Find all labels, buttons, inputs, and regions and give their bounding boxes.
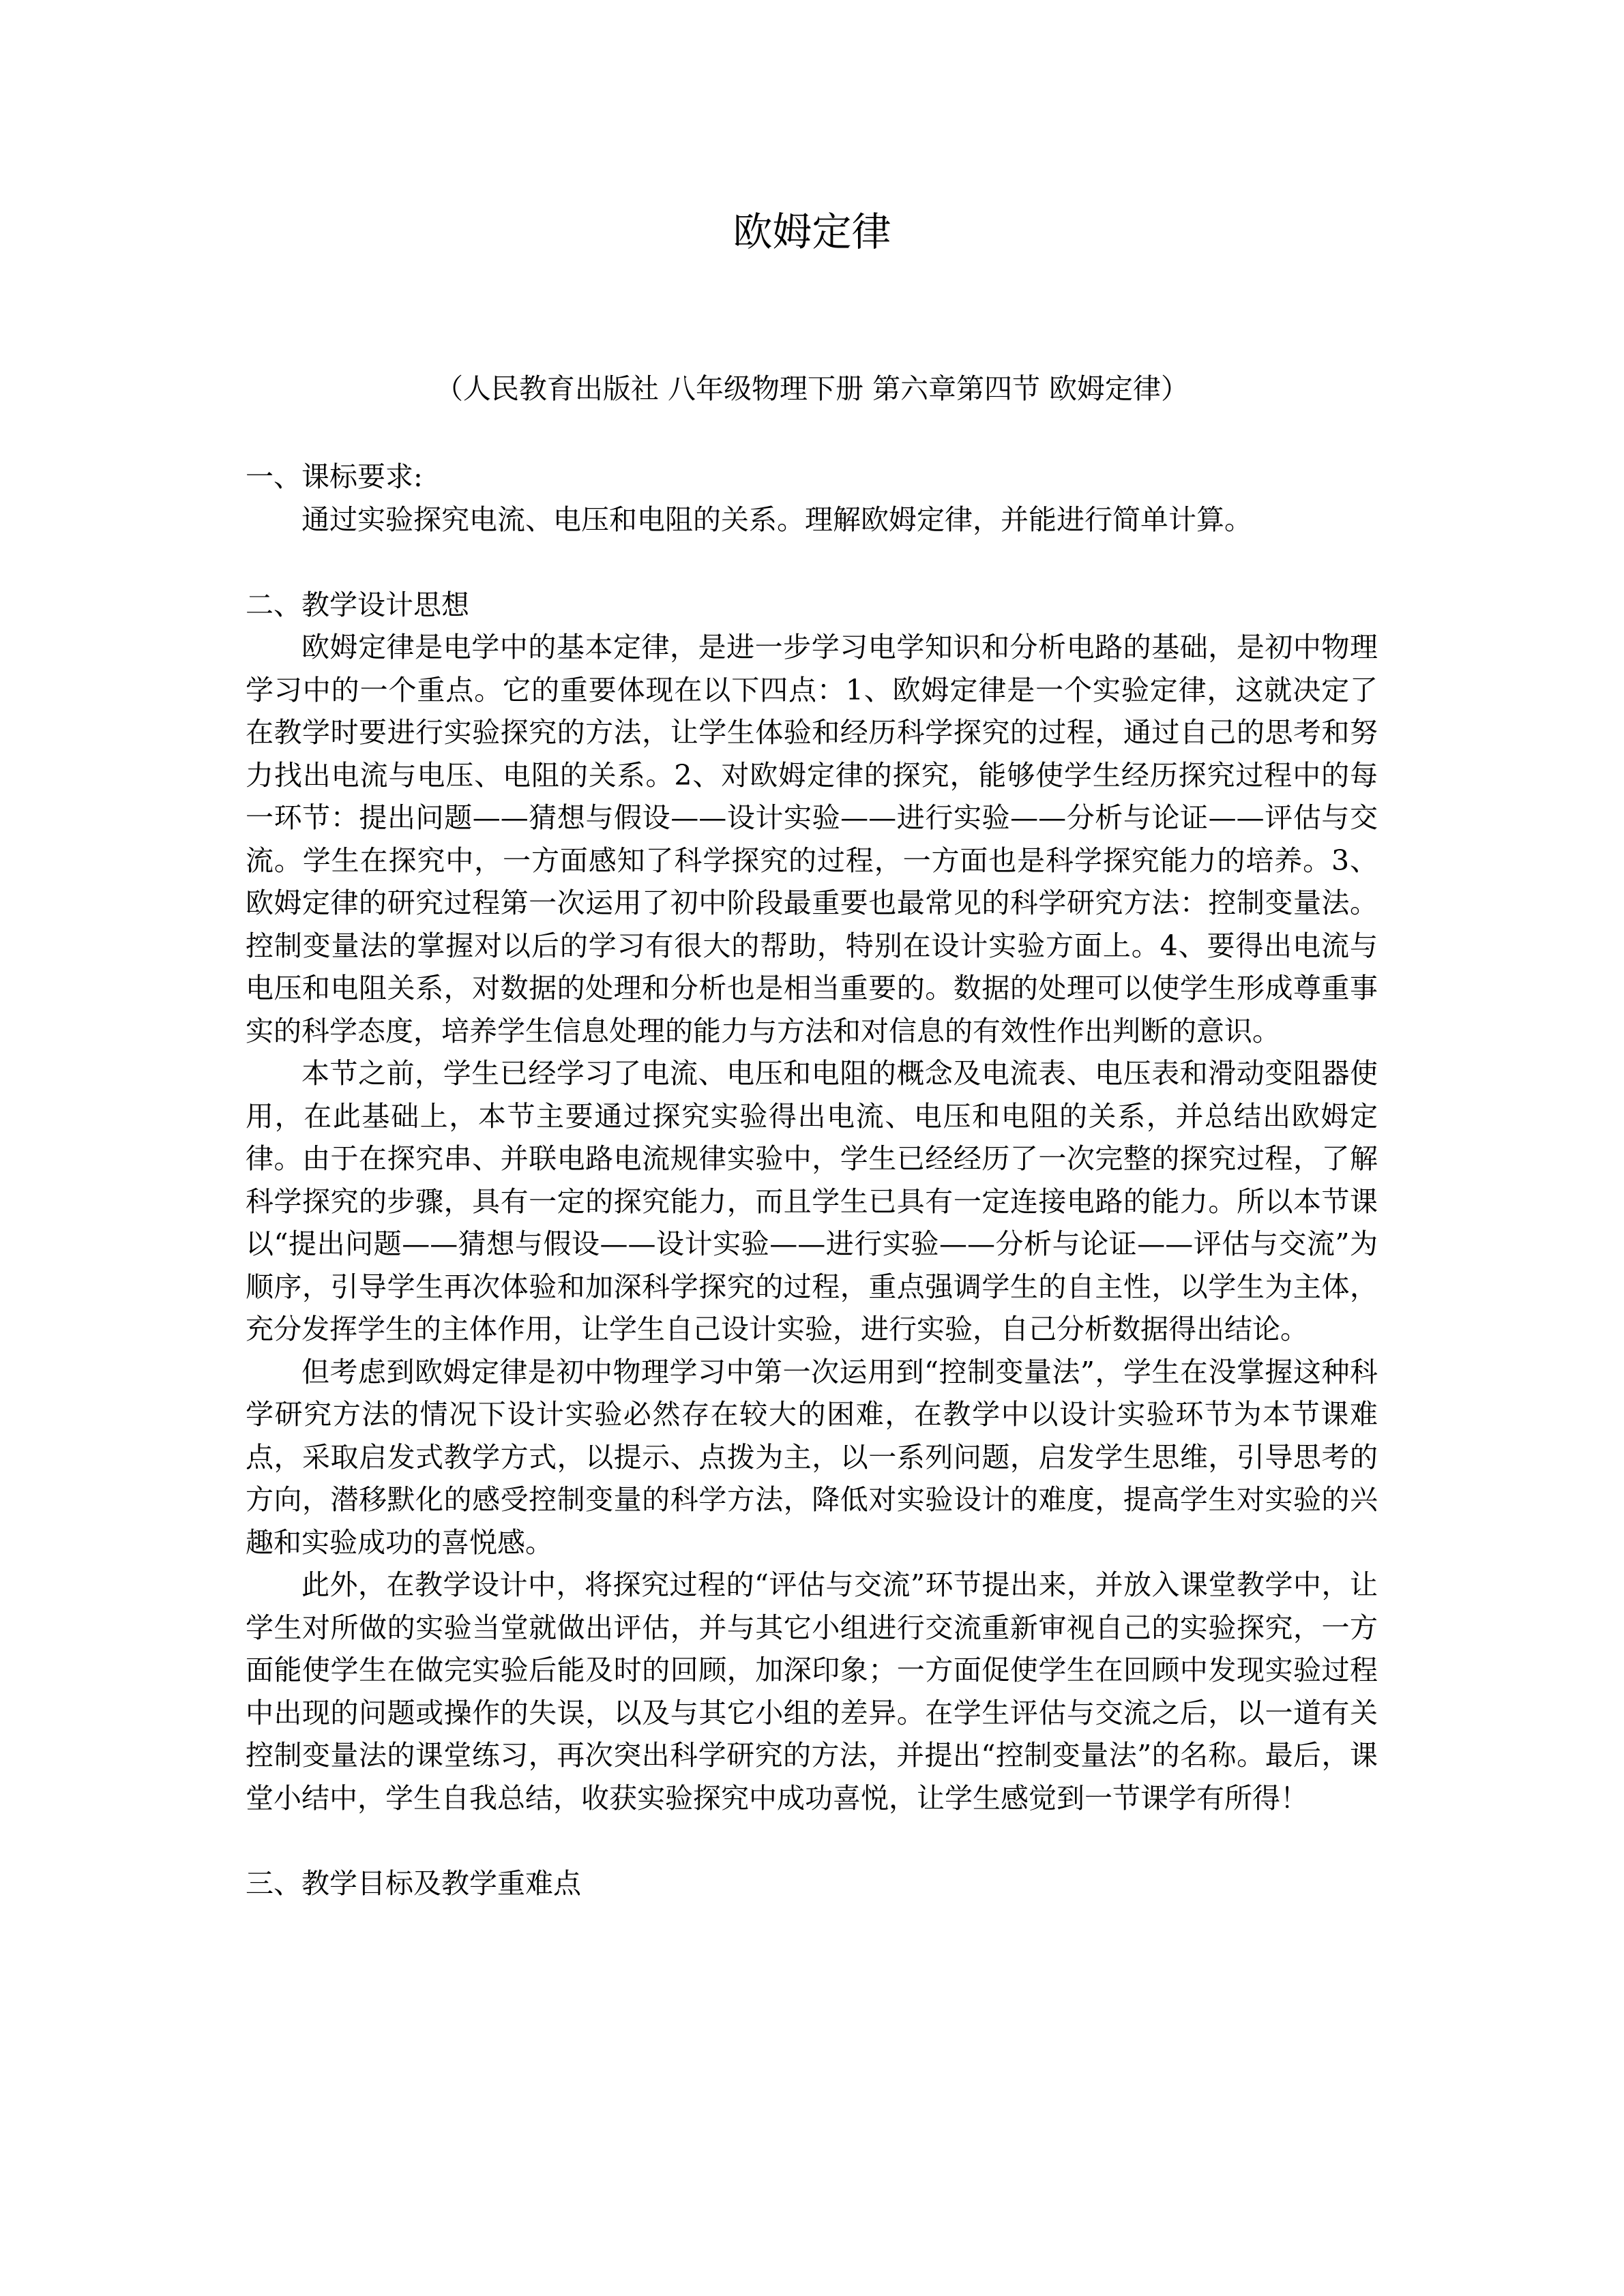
paragraph-design-4: 此外，在教学设计中，将探究过程的“评估与交流”环节提出来，并放入课堂教学中，让学生对所做的实验当堂就做出评估，并与其它小组进行交流重新审视自己的实验探究，一方面能使学生在做完实验后能及时的回顾，加深印象；一方面促使学生在回顾中发现实验过程中出现的问题或操作的失误，以及与其它小组的差异。在学生评估与交流之后，以一道有关控制变量法的课堂练习，再次突出科学研究的方法，并提出“控制变量法”的名称。最后，课堂小结中，学生自我总结，收获实验探究中成功喜悦，让学生感觉到一节课学有所得！ <box>246 1568 1378 1815</box>
section-gap <box>246 541 1378 584</box>
document-title: 欧姆定律 <box>733 209 891 255</box>
section-heading-objectives: 三、教学目标及教学重难点 <box>246 1866 581 1900</box>
paragraph-requirements: 通过实验探究电流、电压和电阻的关系。理解欧姆定律，并能进行简单计算。 <box>301 503 1252 536</box>
section-heading-design-thinking: 二、教学设计思想 <box>246 588 469 621</box>
document-body <box>246 456 1378 1905</box>
paragraph-design-2: 本节之前，学生已经学习了电流、电压和电阻的概念及电流表、电压表和滑动变阻器使用，在此基础上，本节主要通过探究实验得出电流、电压和电阻的关系，并总结出欧姆定律。由于在探究串、并联电路电流规律实验中，学生已经经历了一次完整的探究过程，了解科学探究的步骤，具有一定的探究能力，而且学生已具有一定连接电路的能力。所以本节课以“提出问题——猜想与假设——设计实验——进行实验——分析与论证——评估与交流”为顺序，引导学生再次体验和加深科学探究的过程，重点强调学生的自主性，以学生为主体，充分发挥学生的主体作用，让学生自己设计实验，进行实验，自己分析数据得出结论。 <box>246 1057 1378 1345</box>
paragraph-design-1: 欧姆定律是电学中的基本定律，是进一步学习电学知识和分析电路的基础，是初中物理学习中的一个重点。它的重要体现在以下四点：1、欧姆定律是一个实验定律，这就决定了在教学时要进行实验探究的方法，让学生体验和经历科学探究的过程，通过自己的思考和努力找出电流与电压、电阻的关系。2、对欧姆定律的探究，能够使学生经历探究过程中的每一环节：提出问题——猜想与假设——设计实验——进行实验——分析与论证——评估与交流。学生在探究中，一方面感知了科学探究的过程，一方面也是科学探究能力的培养。3、欧姆定律的研究过程第一次运用了初中阶段最重要也最常见的科学研究方法：控制变量法。控制变量法的掌握对以后的学习有很大的帮助，特别在设计实验方面上。4、要得出电流与电压和电阻关系，对数据的处理和分析也是相当重要的。数据的处理可以使学生形成尊重事实的科学态度，培养学生信息处理的能力与方法和对信息的有效性作出判断的意识。 <box>246 631 1378 1047</box>
section-heading-requirements: 一、课标要求: <box>246 460 423 493</box>
document-source: （人民教育出版社 八年级物理下册 第六章第四节 欧姆定律） <box>434 372 1190 405</box>
section-gap <box>246 1819 1378 1862</box>
paragraph-design-3: 但考虑到欧姆定律是初中物理学习中第一次运用到“控制变量法”，学生在没掌握这种科学研究方法的情况下设计实验必然存在较大的困难，在教学中以设计实验环节为本节课难点，采取启发式教学方式，以提示、点拨为主，以一系列问题，启发学生思维，引导思考的方向，潜移默化的感受控制变量的科学方法，降低对实验设计的难度，提高学生对实验的兴趣和实验成功的喜悦感。 <box>246 1355 1378 1559</box>
